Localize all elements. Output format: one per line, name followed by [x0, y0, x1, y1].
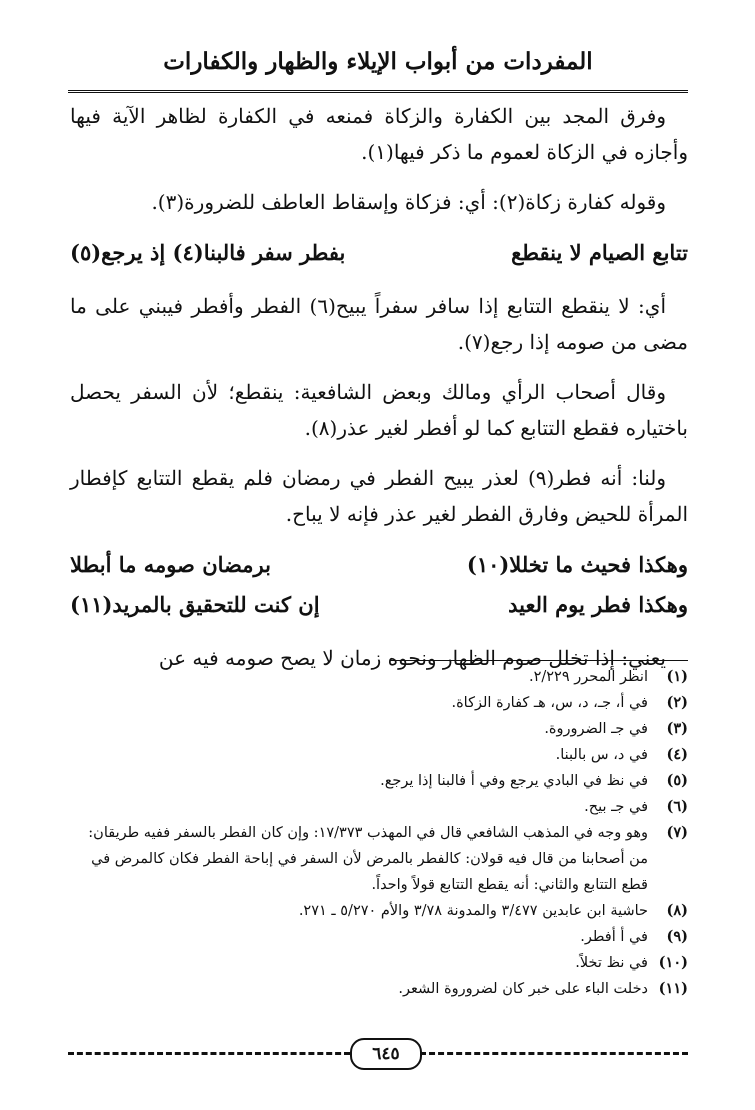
footnote-text: انظر المحرر ٢/٢٢٩.	[528, 669, 648, 685]
footer-rule-left	[68, 1052, 350, 1055]
footnote-item	[70, 716, 688, 742]
footnote-item	[70, 742, 688, 768]
verse-line	[70, 586, 688, 624]
footnote-number: (٣)	[666, 720, 688, 737]
footnote-item	[70, 898, 688, 924]
footnote-text: في د، س بالبنا.	[555, 747, 648, 763]
footnote-number: (٥)	[666, 772, 688, 789]
verse-line	[70, 234, 688, 272]
footnote-text: في نظ تخلاً.	[575, 955, 648, 971]
footnote-item	[70, 690, 688, 716]
verse-hemistich-right: وهكذا فحيث ما تخللا(١٠)	[466, 552, 688, 577]
header-title: المفردات من أبواب الإيلاء والظهار والكفارات	[163, 48, 593, 75]
footnote-item	[70, 924, 688, 950]
footnote-item	[70, 768, 688, 794]
footnote-text: في نظ في البادي يرجع وفي أ فالبنا إذا يرجع.	[380, 773, 648, 789]
paragraph: وفرق المجد بين الكفارة والزكاة فمنعه في الكفارة لظاهر الآية فيها وأجازه في الزكاة لعموم ما ذكر فيها(١).	[70, 104, 688, 164]
footnote-number: (٤)	[666, 746, 688, 763]
footnote-text: دخلت الباء على خبر كان لضروروة الشعر.	[398, 981, 648, 997]
footnote-item	[70, 664, 688, 690]
footnote-text: في جـ الضروروة.	[544, 721, 648, 737]
footnote-number: (٨)	[666, 902, 688, 919]
footnote-number: (١٠)	[658, 954, 688, 971]
paragraph: وقوله كفارة زكاة(٢): أي: فزكاة وإسقاط العاطف للضرورة(٣).	[151, 190, 666, 214]
footnote-number: (٩)	[666, 928, 688, 945]
footnote-item	[70, 820, 688, 898]
footnote-text: في أ أفطر.	[580, 929, 648, 945]
paragraph: يعني: إذا تخلل صوم الظهار ونحوه زمان لا يصح صومه فيه عن	[158, 646, 666, 670]
footnote-number: (٧)	[666, 824, 688, 841]
footnote-number: (٢)	[666, 694, 688, 711]
page-number: ٦٤٥	[350, 1038, 422, 1070]
paragraph: أي: لا ينقطع التتابع إذا سافر سفراً يبيح(٦) الفطر وأفطر فيبني على ما مضى من صومه إذا رجع(٧).	[70, 294, 688, 354]
footnote-separator	[390, 660, 688, 661]
footnote-number: (١١)	[658, 980, 688, 997]
footnote-text: في أ، جـ، د، س، هـ كفارة الزكاة.	[451, 695, 648, 711]
footnote-text: حاشية ابن عابدين ٣/٤٧٧ والمدونة ٣/٧٨ والأم ٥/٢٧٠ ـ ٢٧١.	[298, 903, 648, 919]
verse-hemistich-left: بفطر سفر فالبنا(٤) إذ يرجع(٥)	[70, 240, 346, 265]
running-header	[68, 40, 688, 93]
verse-hemistich-left: إن كنت للتحقيق بالمريد(١١)	[70, 592, 320, 617]
verse-hemistich-right: تتابع الصيام لا ينقطع	[511, 240, 688, 265]
footnote-text: في جـ بيح.	[584, 799, 648, 815]
footnote-number: (١)	[666, 668, 688, 685]
footer-rule-right	[420, 1052, 688, 1055]
footnotes	[70, 664, 688, 1002]
footnote-item	[70, 976, 688, 1002]
verse-hemistich-left: برمضان صومه ما أبطلا	[70, 552, 271, 577]
paragraph: وقال أصحاب الرأي ومالك وبعض الشافعية: ينقطع؛ لأن السفر يحصل باختياره فقطع التتابع كما لو أفطر لغير عذر(٨).	[70, 380, 688, 440]
footnote-text: وهو وجه في المذهب الشافعي قال في المهذب ١٧/٣٧٣: وإن كان الفطر بالسفر ففيه طريقان: من أصحابنا من قال فيه قولان: كالفطر بالمرض لأن السفر في إباحة الفطر فكان كالمرض في قطع التتابع والثاني: أنه يقطع التتابع قولاً واحداً.	[88, 825, 648, 893]
main-text	[70, 98, 688, 690]
paragraph: ولنا: أنه فطر(٩) لعذر يبيح الفطر في رمضان فلم يقطع التتابع كإفطار المرأة للحيض وفارق الفطر لغير عذر فإنه لا يباح.	[70, 466, 688, 526]
verse-hemistich-right: وهكذا فطر يوم العيد	[508, 592, 688, 617]
verse-line	[70, 546, 688, 584]
footnote-item	[70, 794, 688, 820]
footnote-number: (٦)	[666, 798, 688, 815]
footnote-item	[70, 950, 688, 976]
